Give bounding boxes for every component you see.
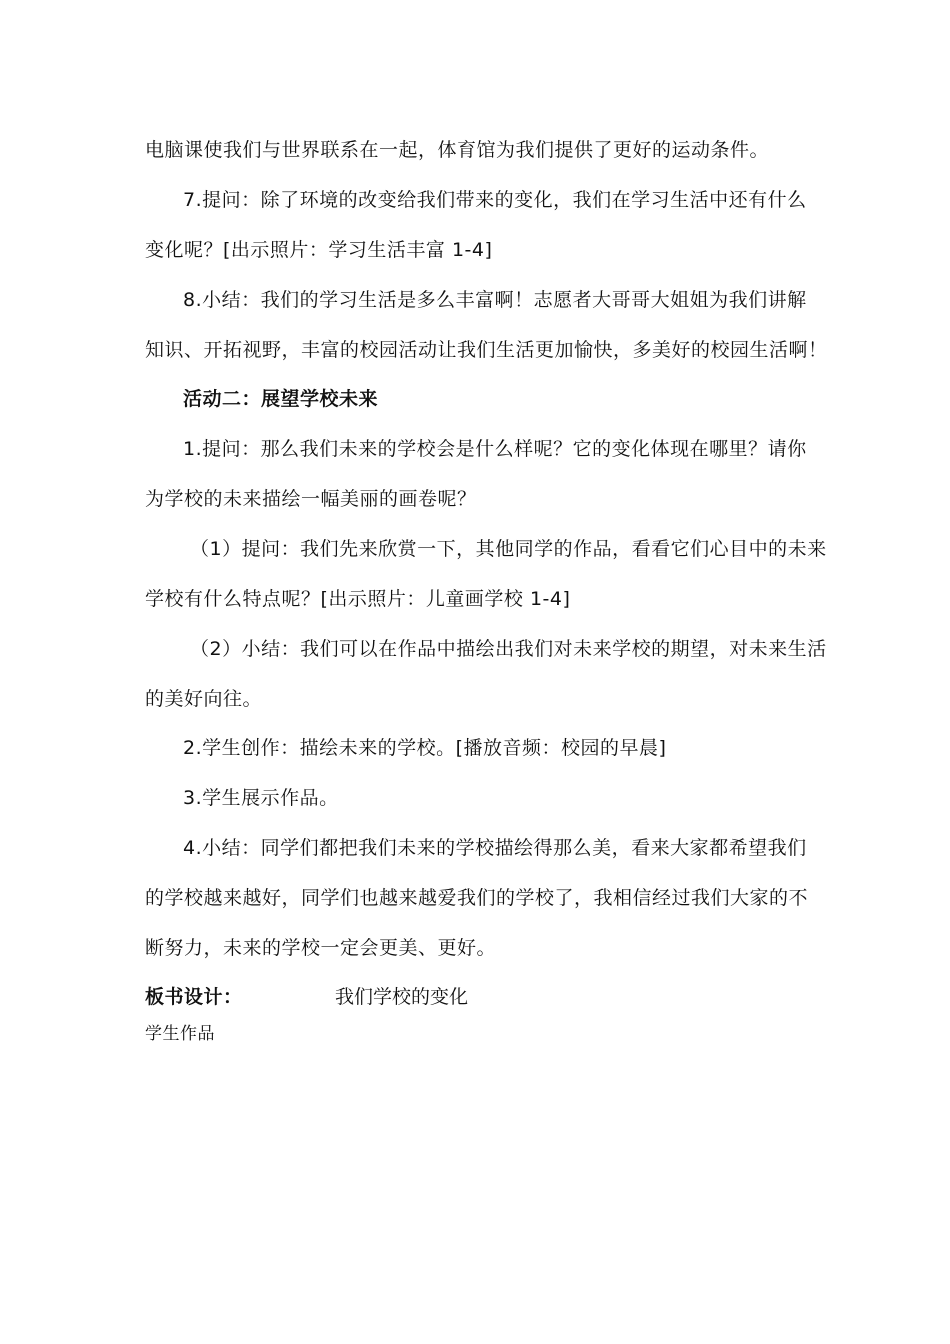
paragraph-line: 1.提问：那么我们未来的学校会是什么样呢？它的变化体现在哪里？请你 bbox=[183, 438, 807, 460]
paragraph-line: 变化呢？[出示照片：学习生活丰富 1-4] bbox=[145, 239, 493, 261]
paragraph-line: 7.提问：除了环境的改变给我们带来的变化，我们在学习生活中还有什么 bbox=[183, 189, 807, 211]
board-design-item: 学生作品 bbox=[145, 1024, 215, 1044]
board-design-title: 我们学校的变化 bbox=[335, 986, 469, 1008]
paragraph-line: 3.学生展示作品。 bbox=[183, 787, 339, 809]
paragraph-line: 4.小结：同学们都把我们未来的学校描绘得那么美，看来大家都希望我们 bbox=[183, 837, 807, 859]
paragraph-line: 断努力，未来的学校一定会更美、更好。 bbox=[145, 937, 497, 959]
paragraph-line: 的学校越来越好，同学们也越来越爱我们的学校了，我相信经过我们大家的不 bbox=[145, 887, 809, 909]
board-design-label: 板书设计： bbox=[145, 986, 243, 1008]
paragraph-line: 电脑课使我们与世界联系在一起，体育馆为我们提供了更好的运动条件。 bbox=[145, 139, 770, 161]
paragraph-line: 学校有什么特点呢？[出示照片：儿童画学校 1-4] bbox=[145, 588, 571, 610]
paragraph-line: 8.小结：我们的学习生活是多么丰富啊！志愿者大哥哥大姐姐为我们讲解 bbox=[183, 289, 807, 311]
paragraph-line: 知识、开拓视野，丰富的校园活动让我们生活更加愉快，多美好的校园生活啊！ bbox=[145, 339, 828, 361]
paragraph-line: （2）小结：我们可以在作品中描绘出我们对未来学校的期望，对未来生活 bbox=[190, 638, 827, 660]
paragraph-line: 为学校的未来描绘一幅美丽的画卷呢？ bbox=[145, 488, 477, 510]
paragraph-line: 2.学生创作：描绘未来的学校。[播放音频：校园的早晨] bbox=[183, 737, 667, 759]
paragraph-line: 的美好向往。 bbox=[145, 688, 263, 710]
section-heading: 活动二：展望学校未来 bbox=[183, 388, 379, 410]
paragraph-line: （1）提问：我们先来欣赏一下，其他同学的作品，看看它们心目中的未来 bbox=[190, 538, 827, 560]
